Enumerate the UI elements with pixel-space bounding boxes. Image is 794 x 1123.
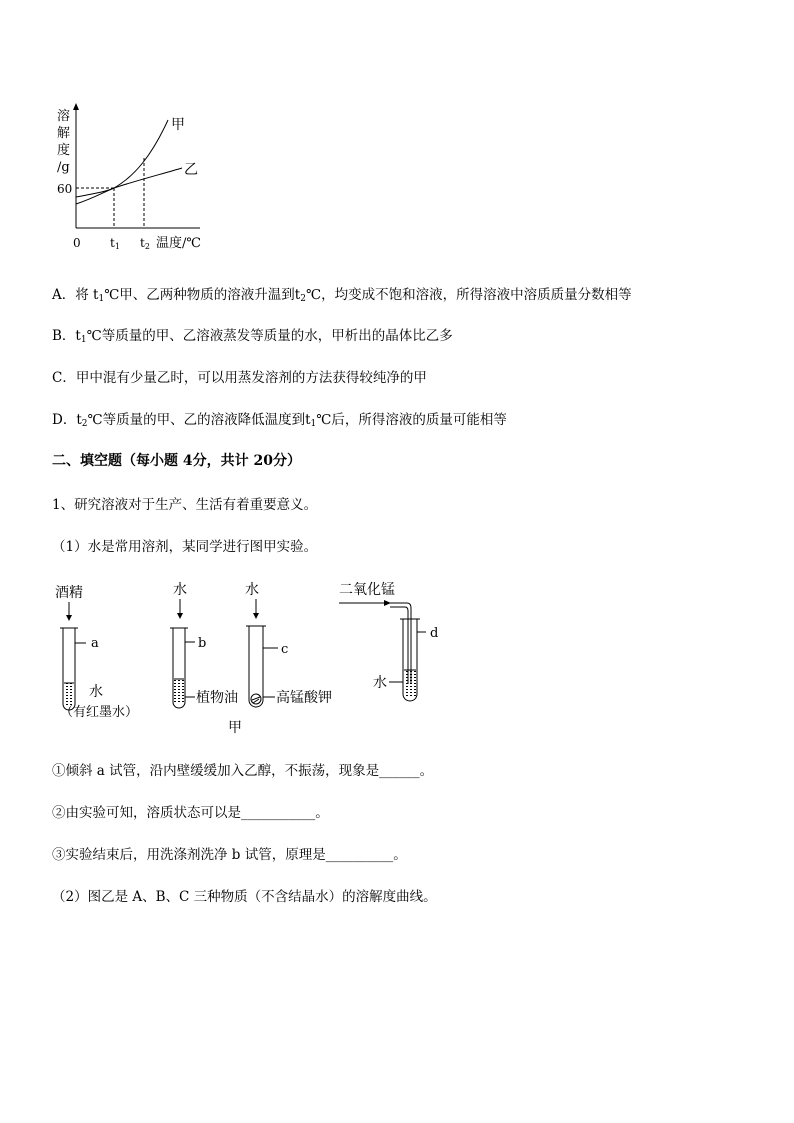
x-tick-t2: t2 <box>140 236 150 251</box>
alcohol-label: 酒精 <box>55 585 83 601</box>
x-tick-t1: t1 <box>110 236 120 251</box>
experiment-figure <box>50 572 470 738</box>
water-label-2: 水 <box>245 582 259 598</box>
label-b: b <box>198 636 207 651</box>
question-1-stem: 1、研究溶液对于生产、生活有着重要意义。 <box>52 497 318 513</box>
curve-jia-label: 甲 <box>171 117 185 133</box>
ylabel-char-3: 度 <box>57 143 71 158</box>
sub-question-1: ①倾斜 a 试管，沿内壁缓缓加入乙醇，不振荡，现象是______。 <box>52 763 434 779</box>
origin-label: 0 <box>73 236 81 250</box>
option-b: B．$t_1℃$等质量的甲、乙溶液蒸发等质量的水，甲析出的晶体比乙多 <box>52 328 453 345</box>
water-label-a: 水 <box>89 684 103 700</box>
mno2-label: 二氧化锰 <box>339 582 395 598</box>
solubility-graph <box>50 100 220 260</box>
question-1-part-1: （1）水是常用溶剂，某同学进行图甲实验。 <box>52 539 318 555</box>
y-axis-arrow <box>73 103 79 110</box>
sub-question-2: ②由实验可知，溶质状态可以是___________。 <box>52 805 329 821</box>
tube-a-liquid <box>64 683 74 707</box>
option-c: C．甲中混有少量乙时，可以用蒸发溶剂的方法获得较纯净的甲 <box>52 370 427 386</box>
section-heading: 二、填空题（每小题 4分，共计 20分） <box>52 453 301 469</box>
alcohol-arrowhead <box>66 615 72 621</box>
tube-b-liquid <box>174 679 184 704</box>
mno2-arrowhead <box>384 600 391 606</box>
water-arrowhead-1 <box>177 613 183 619</box>
sub-question-3: ③实验结束后，用洗涤剂洗净 b 试管，原理是__________。 <box>52 847 407 863</box>
curve-yi-label: 乙 <box>184 162 198 178</box>
ylabel-char-1: 溶 <box>57 109 71 124</box>
water-arrowhead-2 <box>253 613 259 619</box>
question-1-part-2: （2）图乙是 A、B、C 三种物质（不含结晶水）的溶解度曲线。 <box>52 889 437 905</box>
figure-caption: 甲 <box>228 720 242 736</box>
veg-oil-label: 植物油 <box>196 690 238 706</box>
option-d: D．$t_2℃$等质量的甲、乙的溶液降低温度到$t_1℃$后，所得溶液的质量可能相等 <box>52 412 507 429</box>
curve-yi <box>76 168 182 204</box>
option-a: A．将 $t_1℃$甲、乙两种物质的溶液升温到$t_2℃$，均变成不饱和溶液，所得溶液中溶质质量分数相等 <box>52 287 632 304</box>
red-ink-label: （有红墨水） <box>60 705 139 720</box>
tube-d-liquid <box>404 670 416 698</box>
ylabel-char-2: 解 <box>57 126 71 141</box>
water-label-d: 水 <box>373 675 387 691</box>
kmno4-label: 高锰酸钾 <box>276 690 332 706</box>
y-tick-60: 60 <box>57 182 73 196</box>
water-label-1: 水 <box>173 582 187 598</box>
label-d: d <box>430 626 439 641</box>
label-a: a <box>91 636 99 651</box>
label-c: c <box>281 642 289 657</box>
ylabel-char-4: /g <box>57 160 70 175</box>
x-axis-label: 温度/℃ <box>156 236 201 251</box>
